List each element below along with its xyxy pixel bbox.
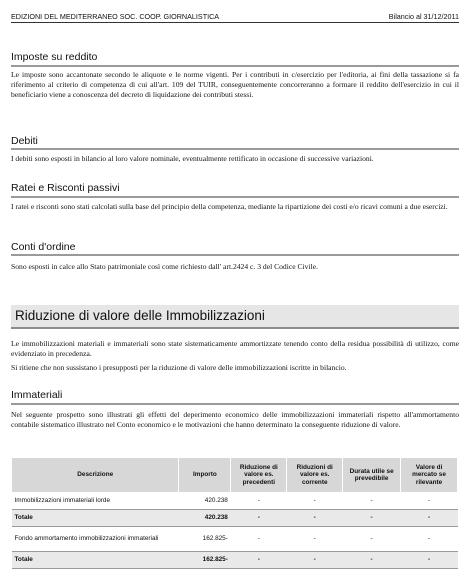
table-row (12, 493, 458, 510)
immateriali-heading: Immateriali (11, 389, 63, 401)
cell-riduzione-precedenti: - (231, 527, 287, 552)
immateriali-text: Nel seguente prospetto sono illustrati gli effetti del deperimento economico delle immobilizzazioni immateriali rispetto all'ammortamento contabile sistematico illustrato nel Conto economico e le motivazioni che hanno determinato la conseguente riduzione di valore. (11, 410, 459, 429)
cell-importo: 162.825- (179, 527, 231, 552)
cell-descrizione: Immobilizzazioni immateriali lorde (12, 493, 179, 510)
cell-riduzione-corrente: - (287, 493, 343, 510)
cell-descrizione: Totale (12, 510, 179, 527)
imposte-divider (11, 65, 459, 67)
cell-valore-mercato: - (401, 552, 458, 569)
cell-durata-utile: - (343, 527, 401, 552)
col-header-riduzione-corrente: Riduzioni di valore es. corrente (287, 458, 343, 493)
cell-riduzione-precedenti: - (231, 493, 287, 510)
conti-heading: Conti d'ordine (11, 241, 76, 253)
ratei-divider (11, 196, 459, 198)
col-header-riduzione-precedenti: Riduzione di valore es. precedenti (231, 458, 287, 493)
imposte-text: Le imposte sono accantonate secondo le aliquote e le norme vigenti. Per i contributi in c/esercizio per l'editoria, ai fini della tassazione si fa riferimento al criterio di competenza di cui all'art. 109 del TUIR, conseguentemente concorreranno a formare il reddito dell'esercizio in cui il beneficiario viene a conoscenza del decreto di liquidazione dei contributi stessi. (11, 70, 459, 99)
ratei-heading: Ratei e Risconti passivi (11, 182, 120, 194)
table-header-row (12, 458, 458, 493)
cell-valore-mercato: - (401, 527, 458, 552)
page-header (11, 12, 459, 26)
cell-descrizione: Totale (12, 552, 179, 569)
cell-durata-utile: - (343, 493, 401, 510)
conti-text: Sono esposti in calce allo Stato patrimoniale così come richiesto dall' art.2424 c. 3 del Codice Civile. (11, 262, 318, 271)
cell-durata-utile: - (343, 510, 401, 527)
col-header-importo: Importo (179, 458, 231, 493)
cell-importo: 420.238 (179, 510, 231, 527)
immateriali-divider (11, 403, 459, 405)
col-header-valore-mercato: Valore di mercato se rilevante (401, 458, 458, 493)
header-divider (11, 22, 459, 23)
riduzione-heading-band (11, 305, 459, 329)
cell-durata-utile: - (343, 552, 401, 569)
balance-date: Bilancio al 31/12/2011 (388, 12, 459, 21)
company-name: EDIZIONI DEL MEDITERRANEO SOC. COOP. GIORNALISTICA (11, 12, 220, 21)
immateriali-table (11, 457, 458, 569)
cell-riduzione-corrente: - (287, 552, 343, 569)
cell-riduzione-corrente: - (287, 527, 343, 552)
riduzione-text-1: Le immobilizzazioni materiali e immateriali sono state sistematicamente ammortizzate tenendo conto della residua possibilità di utilizzo, come evidenziato in precedenza. (11, 339, 459, 358)
conti-divider (11, 254, 459, 256)
cell-valore-mercato: - (401, 510, 458, 527)
cell-valore-mercato: - (401, 493, 458, 510)
cell-importo: 162.825- (179, 552, 231, 569)
imposte-heading: Imposte su reddito (11, 51, 98, 63)
cell-riduzione-precedenti: - (231, 552, 287, 569)
debiti-divider (11, 148, 459, 150)
cell-riduzione-precedenti: - (231, 510, 287, 527)
cell-descrizione: Fondo ammortamento immobilizzazioni immateriali (12, 527, 179, 552)
riduzione-heading: Riduzione di valore delle Immobilizzazioni (15, 308, 265, 323)
debiti-text: I debiti sono esposti in bilancio al loro valore nominale, eventualmente rettificato in occasione di successive variazioni. (11, 154, 374, 163)
cell-riduzione-corrente: - (287, 510, 343, 527)
debiti-heading: Debiti (11, 135, 38, 147)
ratei-text: I ratei e risconti sono stati calcolati sulla base del principio della competenza, mediante la ripartizione dei costi e/o ricavi comuni a due esercizi. (11, 202, 448, 211)
table-total-row (12, 510, 458, 527)
riduzione-text-2: Si ritiene che non sussistano i presupposti per la riduzione di valore delle immobilizzazioni iscritte in bilancio. (11, 363, 347, 372)
table-row (12, 527, 458, 552)
table-total-row (12, 552, 458, 569)
col-header-descrizione: Descrizione (12, 458, 179, 493)
cell-importo: 420.238 (179, 493, 231, 510)
col-header-durata-utile: Durata utile se prevedibile (343, 458, 401, 493)
